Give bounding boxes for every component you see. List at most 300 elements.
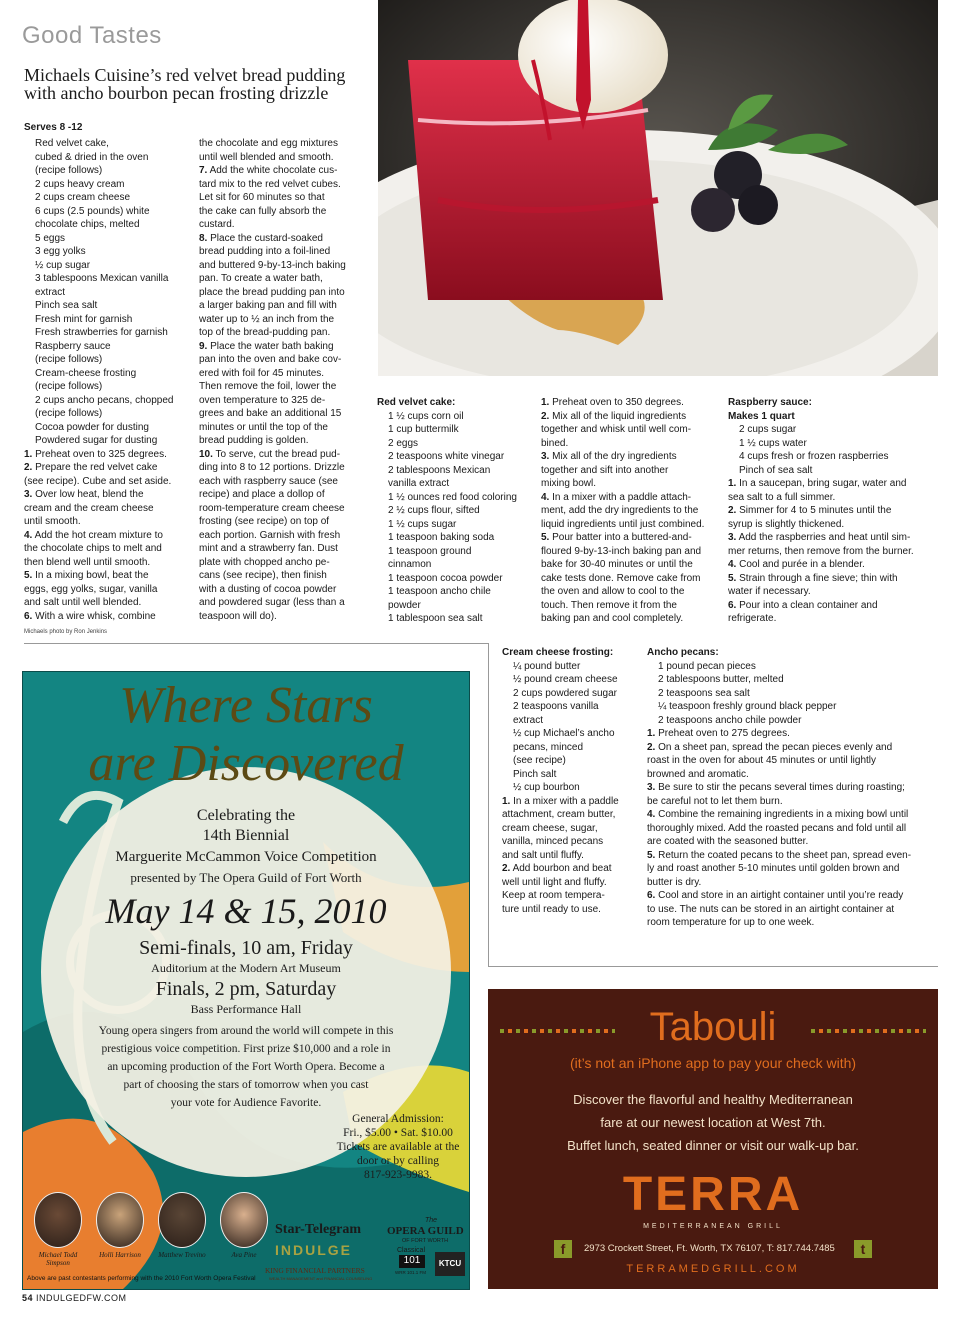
recipe-line: [199, 326, 369, 340]
recipe-text: Add the raspberries and heat until sim-: [738, 532, 911, 543]
recipe-line: [199, 191, 369, 205]
recipe-text: room temperature for up to one week.: [647, 917, 815, 928]
recipe-text: 2 teaspoons vanilla: [513, 701, 599, 712]
recipe-line: [728, 518, 938, 532]
recipe-text: Pour batter into a buttered-and-: [552, 532, 692, 543]
recipe-line: [728, 599, 938, 613]
recipe-line: [24, 569, 192, 583]
recipe-text: 2 teaspoons ancho chile powder: [658, 714, 802, 726]
recipe-text: Let sit for 60 minutes so that: [199, 192, 325, 203]
recipe-text: each with raspberry sauce (see: [199, 475, 338, 487]
recipe-line: [24, 407, 192, 421]
recipe-line: [24, 448, 192, 462]
recipe-text: 2 cups ancho pecans, chopped: [35, 394, 174, 406]
recipe-line: [728, 410, 938, 424]
tabouli-title: Tabouli: [649, 1005, 777, 1049]
recipe-line: [502, 889, 640, 903]
recipe-line: [541, 437, 723, 451]
recipe-line: [502, 808, 640, 822]
recipe-text: attachment, cream butter,: [502, 809, 616, 820]
recipe-text: Place the water bath baking: [210, 340, 334, 352]
recipe-line: [647, 822, 939, 836]
recipe-line: [647, 916, 939, 930]
recipe-text: 2 teaspoons white vinegar: [388, 451, 505, 462]
contestant-name: Michael Todd Simpson: [38, 1251, 78, 1267]
recipe-text: Keep at room tempera-: [502, 890, 605, 901]
step-number: 5.: [541, 532, 550, 543]
recipe-line: [24, 502, 192, 516]
recipe-line: [377, 558, 537, 572]
contestant-photos: [29, 1192, 289, 1282]
ancho-pecans: [647, 646, 939, 930]
recipe-line: [377, 450, 537, 464]
step-number: 9.: [199, 340, 208, 352]
recipe-text: On a sheet pan, spread the pecan pieces evenly and: [658, 741, 893, 753]
opera-line-competition: Marguerite McCammon Voice Competition: [115, 849, 377, 865]
recipe-line: [377, 437, 537, 451]
recipe-text: extract: [35, 286, 66, 298]
recipe-text: pan. To create a water bath,: [199, 273, 323, 284]
ktcu-logo: KTCU: [435, 1252, 465, 1276]
recipe-text: (recipe follows): [35, 354, 103, 365]
recipe-text: 1 teaspoon cocoa powder: [388, 572, 503, 584]
recipe-line: [199, 461, 369, 475]
recipe-line: [728, 477, 938, 491]
recipe-line: [24, 529, 192, 543]
recipe-column-1: [24, 137, 192, 623]
recipe-line: [24, 367, 192, 381]
wrr-label: WRR 101.1 FM: [395, 1270, 427, 1275]
recipe-text: powder: [388, 599, 421, 611]
recipe-text: the chocolate chips to melt and: [24, 543, 162, 554]
recipe-text: grees and bake an additional 15: [199, 408, 342, 419]
recipe-text: ding into 8 to 12 portions. Drizzle: [199, 462, 345, 473]
recipe-line: [199, 610, 369, 624]
recipe-line: [647, 727, 939, 741]
recipe-line: [502, 781, 640, 795]
recipe-text: Add the white chocolate cus-: [209, 165, 338, 176]
step-number: 6.: [728, 599, 737, 611]
recipe-text: Simmer for 4 to 5 minutes until the: [739, 505, 892, 516]
recipe-text: 2 cups sugar: [739, 424, 797, 435]
recipe-line: [24, 434, 192, 448]
opera-line-presented: presented by The Opera Guild of Fort Worth: [130, 870, 362, 885]
recipe-line: [647, 768, 939, 782]
recipe-text: ture until ready to use.: [502, 903, 601, 915]
recipe-line: [502, 673, 640, 687]
recipe-line: [199, 232, 369, 246]
recipe-line: [728, 491, 938, 505]
recipe-text: (recipe follows): [35, 381, 103, 392]
recipe-text: To serve, cut the bread pud-: [215, 448, 341, 460]
divider-horizontal-right: [488, 966, 938, 967]
recipe-text: are coated with the seasoned butter.: [647, 836, 809, 847]
recipe-line: [199, 434, 369, 448]
recipe-line: [24, 286, 192, 300]
recipe-text: each portion. Garnish with fresh: [199, 529, 341, 541]
contestant-name: Matthew Trevino: [158, 1251, 206, 1259]
recipe-line: [24, 556, 192, 570]
recipe-line: [24, 596, 192, 610]
twitter-icon[interactable]: [854, 1240, 872, 1258]
recipe-text: Strain through a fine sieve; thin with: [739, 572, 898, 584]
divider-horizontal: [24, 643, 489, 644]
recipe-line: [647, 795, 939, 809]
recipe-text: Place the custard-soaked: [210, 232, 323, 244]
recipe-line: [502, 768, 640, 782]
recipe-text: the chocolate and egg mixtures: [199, 138, 338, 149]
terra-body-line2: fare at our newest location at West 7th.: [600, 1115, 826, 1130]
recipe-line: [541, 572, 723, 586]
recipe-text: Pinch of sea salt: [739, 464, 813, 476]
recipe-text: the oven and allow to cool to the: [541, 586, 685, 597]
step-number: 6.: [24, 610, 33, 622]
recipe-text: until smooth.: [24, 516, 81, 527]
classical-101-logo: 101: [399, 1255, 425, 1268]
contestant-photo: [220, 1192, 268, 1248]
recipe-line: [199, 394, 369, 408]
recipe-line: [377, 396, 537, 410]
recipe-text: Preheat oven to 350 degrees.: [552, 397, 684, 408]
opera-admission: [328, 1112, 468, 1182]
recipe-line: [377, 612, 537, 626]
recipe-text: Cream-cheese frosting: [35, 367, 137, 379]
recipe-text: teaspoon will do).: [199, 610, 277, 622]
recipe-text: 1 ½ cups water: [739, 437, 807, 449]
recipe-text: ¼ teaspoon freshly ground black pepper: [658, 701, 837, 712]
recipe-line: [199, 502, 369, 516]
recipe-text: 2 teaspoons sea salt: [658, 687, 750, 699]
step-number: 3.: [541, 451, 550, 462]
recipe-text: and salt until fluffy.: [502, 849, 584, 861]
recipe-text: With a wire whisk, combine: [35, 610, 156, 622]
recipe-line: [377, 545, 537, 559]
recipe-text: 3 tablespoons Mexican vanilla: [35, 273, 169, 284]
recipe-line: [541, 477, 723, 491]
recipe-text: 3 egg yolks: [35, 246, 86, 257]
recipe-line: [377, 572, 537, 586]
recipe-text: mint and a strawberry fan. Dust: [199, 543, 338, 554]
recipe-line: [541, 464, 723, 478]
terra-url[interactable]: TERRAMEDGRILL.COM: [626, 1263, 800, 1275]
page-footer: [22, 1293, 127, 1303]
recipe-text: 4 cups fresh or frozen raspberries: [739, 451, 889, 462]
recipe-text: together and whisk until well com-: [541, 424, 692, 435]
king-financial-sub: WEALTH MANAGEMENT and FINANCIAL COUNSELING: [269, 1276, 373, 1281]
recipe-text: 1 ½ ounces red food coloring: [388, 491, 517, 503]
recipe-text: Cream cheese frosting:: [502, 647, 614, 658]
contestant-photo: [96, 1192, 144, 1248]
contestant: [29, 1192, 87, 1267]
recipe-line: [24, 340, 192, 354]
recipe-line: [502, 646, 640, 660]
recipe-text: 1 teaspoon baking soda: [388, 532, 495, 543]
opera-sponsors: [265, 1217, 467, 1286]
recipe-text: ly and roast another 5-10 minutes until golden brown and: [647, 863, 900, 874]
recipe-line: [541, 410, 723, 424]
recipe-line: [728, 585, 938, 599]
recipe-line: [199, 569, 369, 583]
terra-body-line1: Discover the flavorful and healthy Mediterranean: [573, 1092, 853, 1107]
recipe-line: [199, 313, 369, 327]
recipe-text: custard.: [199, 219, 235, 230]
opera-semifinals: Semi-finals, 10 am, Friday: [139, 937, 353, 959]
recipe-text: 2 eggs: [388, 437, 419, 449]
recipe-line: [377, 585, 537, 599]
recipe-text: room-temperature cream cheese: [199, 502, 345, 514]
recipe-line: [199, 164, 369, 178]
recipe-text: pan into the oven and bake cov-: [199, 354, 342, 365]
recipe-text: Then remove the foil, lower the: [199, 381, 337, 392]
red-velvet-steps: [541, 396, 723, 626]
recipe-line: [199, 272, 369, 286]
step-number: 4.: [541, 491, 550, 503]
recipe-text: to use. The nuts can be stored in an airtight container at: [647, 903, 895, 915]
recipe-line: [647, 673, 939, 687]
recipe-line: [24, 421, 192, 435]
opera-guild-logo: OPERA GUILD: [387, 1225, 464, 1237]
facebook-glyph: f: [560, 1241, 566, 1257]
recipe-line: [728, 450, 938, 464]
terra-body-line3: Buffet lunch, seated dinner or visit our walk-up bar.: [567, 1138, 859, 1153]
recipe-line: [377, 599, 537, 613]
recipe-line: [24, 394, 192, 408]
recipe-line: [24, 151, 192, 165]
opera-finals-venue: Bass Performance Hall: [190, 1002, 302, 1016]
step-number: 3.: [24, 489, 33, 500]
recipe-line: [502, 727, 640, 741]
recipe-text: together and sift into another: [541, 464, 669, 476]
facebook-icon[interactable]: [554, 1240, 572, 1258]
recipe-text: Fresh mint for garnish: [35, 313, 133, 325]
recipe-text: pecans, minced: [513, 741, 584, 753]
site-name: INDULGEDFW.COM: [36, 1293, 127, 1303]
recipe-line: [199, 299, 369, 313]
recipe-line: [647, 889, 939, 903]
recipe-line: [647, 808, 939, 822]
recipe-line: [541, 531, 723, 545]
recipe-text: oven temperature to 325 de-: [199, 394, 326, 406]
recipe-text: Mix all of the liquid ingredients: [552, 410, 687, 422]
recipe-text: Pour into a clean container and: [739, 599, 878, 611]
recipe-text: bined.: [541, 437, 569, 449]
recipe-text: In a mixer with a paddle: [513, 795, 619, 807]
recipe-text: butter is dry.: [647, 876, 702, 888]
step-number: 7.: [199, 165, 208, 176]
recipe-line: [541, 504, 723, 518]
recipe-text: with a dusting of cocoa powder: [199, 583, 337, 595]
recipe-text: Preheat oven to 275 degrees.: [658, 728, 790, 739]
recipe-line: [199, 475, 369, 489]
recipe-line: [728, 504, 938, 518]
recipe-text: cubed & dried in the oven: [35, 151, 149, 163]
step-number: 2.: [647, 741, 656, 753]
recipe-line: [541, 423, 723, 437]
recipe-text: Cocoa powder for dusting: [35, 421, 149, 433]
step-number: 4.: [647, 809, 656, 820]
step-number: 2.: [502, 863, 511, 874]
indulge-logo: INDULGE: [275, 1242, 352, 1258]
recipe-line: [728, 558, 938, 572]
recipe-text: Red velvet cake,: [35, 138, 109, 149]
page-number: 54: [22, 1293, 34, 1303]
recipe-line: [728, 572, 938, 586]
terra-advertisement: [488, 989, 938, 1289]
recipe-text: 6 cups (2.5 pounds) white: [35, 205, 150, 217]
recipe-line: [24, 353, 192, 367]
recipe-text: Pinch salt: [513, 768, 557, 780]
recipe-text: 2 cups cream cheese: [35, 192, 131, 203]
recipe-text: frosting (see recipe) on top of: [199, 516, 330, 527]
classical-label: Classical: [397, 1247, 426, 1254]
step-number: 8.: [199, 232, 208, 244]
recipe-text: 2 cups heavy cream: [35, 178, 125, 190]
recipe-text: minutes or until the top of the: [199, 421, 328, 433]
recipe-line: [502, 714, 640, 728]
recipe-text: roast in the oven for about 45 minutes or until lightly: [647, 755, 877, 766]
recipe-line: [541, 518, 723, 532]
recipe-text: Pinch sea salt: [35, 300, 98, 311]
recipe-line: [541, 491, 723, 505]
recipe-text: 1 ½ cups sugar: [388, 518, 457, 530]
step-number: 4.: [24, 529, 33, 541]
recipe-text: 2 ½ cups flour, sifted: [388, 505, 480, 516]
recipe-line: [199, 515, 369, 529]
recipe-serves: Serves 8 -12: [24, 122, 83, 133]
recipe-line: [502, 849, 640, 863]
recipe-text: Combine the remaining ingredients in a mixing bowl until: [658, 809, 909, 820]
recipe-line: [24, 272, 192, 286]
recipe-line: [647, 714, 939, 728]
step-number: 1.: [541, 397, 550, 408]
recipe-line: [502, 687, 640, 701]
opera-line-celebrating: Celebrating the: [196, 807, 296, 824]
recipe-text: 1 teaspoon ancho chile: [388, 586, 491, 597]
recipe-line: [24, 259, 192, 273]
recipe-line: [199, 421, 369, 435]
recipe-text: 5 eggs: [35, 232, 66, 244]
opera-body-line: part of choosing the stars of tomorrow when you cast: [123, 1079, 369, 1091]
recipe-text: Cool and store in an airtight container until you’re ready: [658, 890, 904, 901]
recipe-line: [502, 660, 640, 674]
opera-headline-line1: Where Stars: [119, 677, 373, 734]
recipe-line: [377, 464, 537, 478]
recipe-line: [199, 259, 369, 273]
recipe-text: syrup is slightly thickened.: [728, 518, 845, 530]
step-number: 5.: [647, 849, 656, 861]
recipe-line: [377, 531, 537, 545]
opera-admission-line: Fri., $5.00 • Sat. $10.00: [343, 1127, 453, 1139]
recipe-text: Be sure to stir the pecans several times during roasting;: [658, 782, 905, 793]
recipe-text: and powdered sugar (less than a: [199, 597, 345, 608]
recipe-line: [199, 556, 369, 570]
recipe-line: [24, 137, 192, 151]
recipe-line: [541, 612, 723, 626]
recipe-text: extract: [513, 714, 544, 726]
step-number: 1.: [728, 478, 737, 489]
recipe-text: Prepare the red velvet cake: [35, 462, 158, 473]
recipe-line: [728, 423, 938, 437]
recipe-text: Ancho pecans:: [647, 647, 719, 658]
recipe-line: [728, 531, 938, 545]
recipe-text: eggs, egg yolks, sugar, vanilla: [24, 583, 158, 595]
recipe-line: [24, 205, 192, 219]
opera-advertisement: [22, 671, 470, 1290]
recipe-text: the cake can fully absorb the: [199, 205, 327, 217]
recipe-text: Powdered sugar for dusting: [35, 435, 158, 446]
recipe-line: [377, 518, 537, 532]
recipe-text: vanilla, minced pecans: [502, 836, 604, 847]
recipe-text: ½ cup Michael’s ancho: [513, 728, 615, 739]
recipe-line: [647, 741, 939, 755]
recipe-line: [377, 477, 537, 491]
recipe-line: [24, 542, 192, 556]
opera-headline-line2: are Discovered: [88, 735, 404, 792]
recipe-title: Michaels Cuisine’s red velvet bread pudding with ancho bourbon pecan frosting drizzle: [24, 65, 346, 103]
recipe-line: [502, 822, 640, 836]
recipe-line: [24, 218, 192, 232]
recipe-text: water up to ½ an inch from the: [199, 313, 335, 325]
recipe-text: a larger baking pan and fill with: [199, 300, 337, 311]
opera-admission-line: door or by calling: [356, 1155, 440, 1167]
recipe-line: [199, 529, 369, 543]
recipe-text: ment, add the dry ingredients to the: [541, 505, 699, 516]
step-number: 10.: [199, 448, 213, 460]
recipe-text: Fresh strawberries for garnish: [35, 327, 168, 338]
opera-line-biennial: 14th Biennial: [202, 827, 290, 844]
contestant-name: Holli Harrison: [99, 1251, 141, 1259]
recipe-text: Cool and purée in a blender.: [739, 559, 865, 570]
recipe-text: chocolate chips, melted: [35, 219, 140, 230]
recipe-line: [647, 687, 939, 701]
recipe-line: [24, 178, 192, 192]
recipe-text: ½ cup bourbon: [513, 782, 580, 793]
step-number: 1.: [502, 795, 511, 807]
recipe-line: [24, 583, 192, 597]
recipe-line: [24, 610, 192, 624]
recipe-text: water if necessary.: [728, 586, 811, 597]
step-number: 3.: [728, 532, 737, 543]
recipe-text: Mix all of the dry ingredients: [552, 451, 677, 462]
recipe-text: refrigerate.: [728, 613, 777, 624]
step-number: 4.: [728, 559, 737, 570]
recipe-line: [728, 396, 938, 410]
contestant: [91, 1192, 149, 1259]
recipe-text: be careful not to let them burn.: [647, 795, 783, 807]
recipe-line: [24, 164, 192, 178]
twitter-glyph: t: [860, 1241, 866, 1257]
recipe-text: and salt until well blended.: [24, 597, 142, 608]
recipe-text: recipe) and place a dollop of: [199, 489, 325, 500]
recipe-text: In a mixing bowl, beat the: [35, 570, 149, 581]
recipe-text: (recipe follows): [35, 165, 103, 176]
recipe-text: 1 pound pecan pieces: [658, 660, 756, 672]
opera-semifinals-venue: Auditorium at the Modern Art Museum: [151, 961, 341, 975]
opera-body-line: prestigious voice competition. First prize $10,000 and a role in: [101, 1043, 391, 1055]
step-number: 1.: [647, 728, 656, 739]
recipe-line: [502, 903, 640, 917]
recipe-text: browned and aromatic.: [647, 768, 749, 780]
recipe-column-2: [199, 137, 369, 623]
step-number: 3.: [647, 782, 656, 793]
recipe-text: liquid ingredients until just combined.: [541, 518, 705, 530]
contestant: [153, 1192, 211, 1259]
recipe-line: [199, 380, 369, 394]
step-number: 2.: [541, 410, 550, 422]
recipe-text: Preheat oven to 325 degrees.: [35, 448, 167, 460]
recipe-text: (see recipe). Cube and set aside.: [24, 475, 172, 487]
recipe-line: [199, 583, 369, 597]
